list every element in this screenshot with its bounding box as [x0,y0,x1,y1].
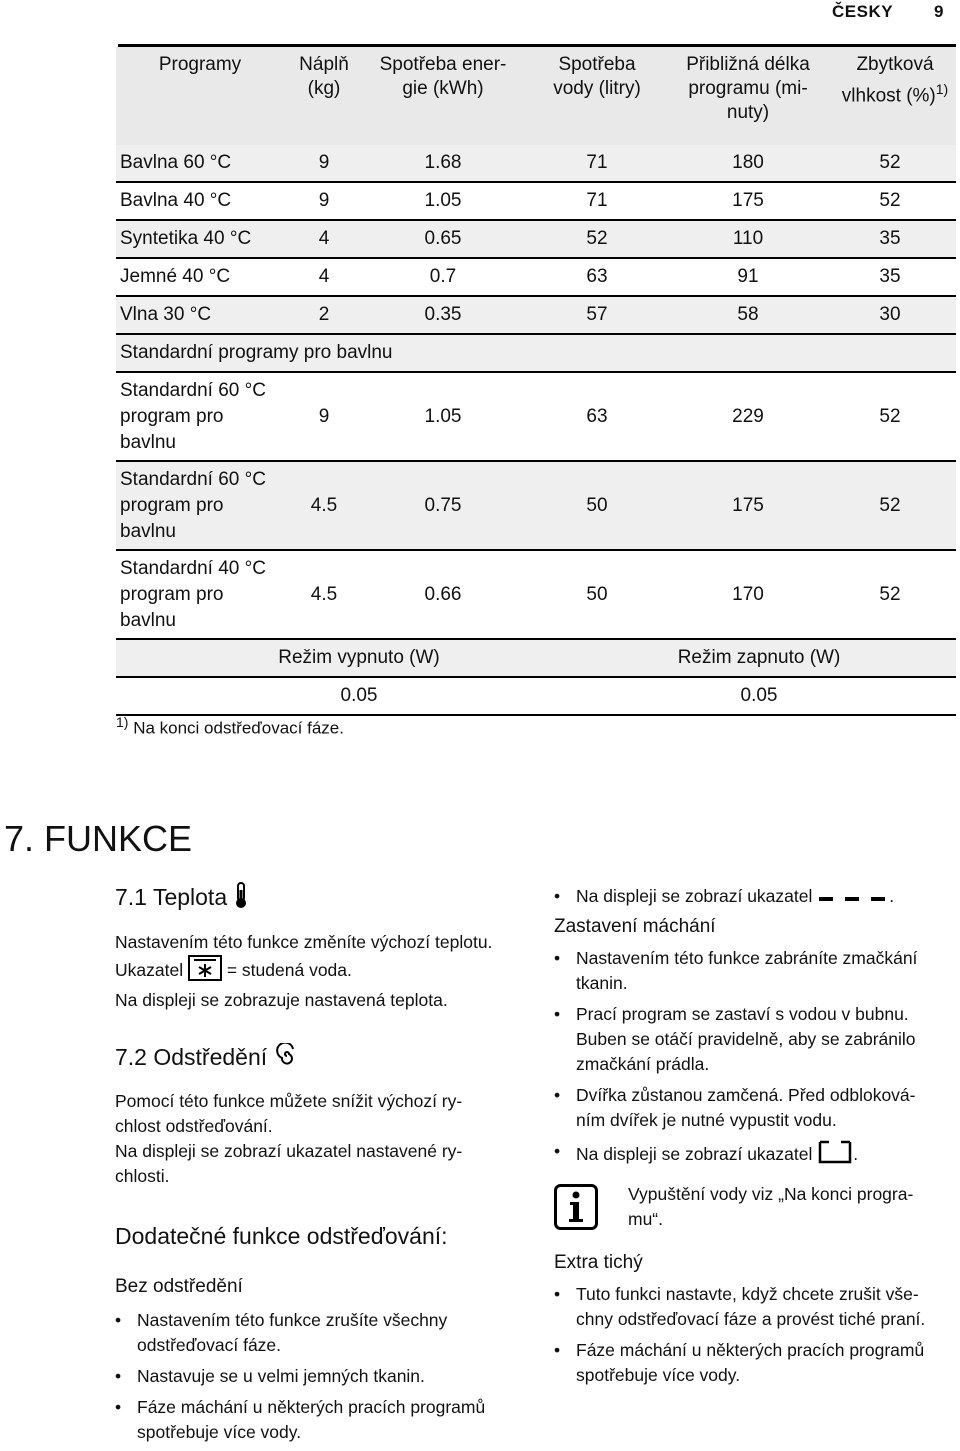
thermometer-icon [234,882,248,916]
table-cell: Bavlna 60 °C [120,152,232,173]
power-mode-value-row [116,677,956,715]
subsection-title-spin: 7.2 Odstředění [115,1043,515,1075]
info-note [554,1184,949,1244]
rinse-hold-title: Zastavení máchání [554,915,716,937]
info-text: Vypuštění vody viz „Na konci progra- mu“. [628,1183,914,1229]
table-cell: 0.05 [740,685,778,706]
no-spin-title: Bez odstředění [115,1276,243,1297]
table-cell: Standardní 40 °C program pro bavlnu [120,557,266,631]
table-cell: Standardní 60 °C program pro bavlnu [120,379,266,453]
table-cell: 52 [879,494,901,516]
table-cell: Režim zapnuto (W) [677,647,841,668]
left-column [115,882,515,1451]
table-cell: 0.65 [424,228,462,249]
paragraph: Ukazatel = studená voda. [115,955,515,988]
col-header: Spotřeba vody (litry) [522,47,672,145]
table-cell: 35 [879,228,901,249]
no-spin-list [115,1308,510,1445]
table-cell: Standardní programy pro bavlnu [116,334,956,372]
table-cell: 4.5 [310,583,338,605]
table-row [116,145,956,182]
table-cell: Vlna 30 °C [120,304,212,325]
table-cell: 71 [586,190,608,211]
col-header: Programy [116,47,284,145]
right-column [554,884,949,1394]
list-item: • Nastavuje se u velmi jemných tkanin. [115,1364,510,1389]
col-header-humidity: Zbytková vlhkost (%)$^{1)}$ [824,47,956,145]
table-cell: 52 [879,583,901,605]
table-cell: Jemné 40 °C [120,266,231,287]
table-cell: 63 [586,405,608,427]
table-cell: Syntetika 40 °C [120,228,252,249]
rinse-hold-list [554,946,949,1172]
table-cell: 4.5 [310,494,338,516]
table-cell: 50 [586,494,608,516]
table-cell: 52 [879,405,901,427]
paragraph: Na displeji se zobrazuje nastavená teplota. [115,990,448,1010]
extra-quiet-title: Extra tichý [554,1251,643,1273]
spin-icon [274,1043,300,1075]
table-row [116,461,956,550]
table-cell: 35 [879,266,901,287]
table-cell: 57 [586,304,608,325]
cold-water-icon [188,955,222,988]
table-cell: 52 [879,152,901,173]
extra-quiet-list [554,1282,949,1388]
table-cell: 175 [732,494,764,516]
list-item: • Tuto funkci nastavte, když chcete zrušit vše- chny odstřeďovací fáze a provést tiché praní. [554,1282,949,1332]
table-header-row [116,47,956,145]
table-row [116,550,956,639]
list-item: • Fáze máchání u některých pracích programů spotřebuje více vody. [554,1338,949,1388]
info-icon [554,1184,598,1236]
table-cell: 58 [737,304,759,325]
list-item: • Nastavením této funkce zrušíte všechny odstřeďovací fáze. [115,1308,510,1358]
table-cell: 52 [586,228,608,249]
section-title: 7. FUNKCE [4,818,193,859]
display-list [554,884,949,910]
table-cell: 63 [586,266,608,287]
col-header: Přibližná délka programu (mi- nuty) [672,47,824,145]
table-cell: 1.05 [424,190,462,211]
table-cell: 175 [732,190,764,211]
rinse-hold-indicator-icon [817,1139,853,1172]
table-row [116,220,956,258]
table-cell: 229 [732,405,764,427]
list-item: • Dvířka zůstanou zamčená. Před odbloková- ním dvířek je nutné vypustit vodu. [554,1083,949,1133]
table-cell: 4 [318,266,330,287]
table-cell: 9 [318,405,330,427]
consumption-table [116,47,956,716]
table-cell: 0.75 [424,494,462,516]
table-row [116,296,956,334]
table-cell: 1.68 [424,152,462,173]
language-label: ČESKY [832,2,894,21]
table-cell: 9 [318,190,330,211]
footnote: $^{1)}$ Na konci odstřeďovací fáze. [116,714,344,738]
table-cell: 52 [879,190,901,211]
table-cell: 4 [318,228,330,249]
col-header: Spotřeba ener- gie (kWh) [364,47,522,145]
page-number: 9 [934,2,944,21]
table-subheading-row [116,334,956,372]
table-cell: 2 [318,304,330,325]
table-cell: 0.66 [424,583,462,605]
table-row [116,258,956,296]
table-cell: 0.05 [340,685,378,706]
list-item: • Nastavením této funkce zabráníte zmačkání tkanin. [554,946,949,996]
table-cell: 71 [586,152,608,173]
dash-indicator-icon [817,885,889,910]
extra-spin-title: Dodatečné funkce odstřeďování: [115,1223,448,1249]
footnote-ref: 1) [935,81,949,97]
table-cell: 0.35 [424,304,462,325]
power-mode-label-row [116,639,956,677]
paragraph: Nastavením této funkce změníte výchozí teplotu. [115,932,493,952]
list-item: • Na displeji se zobrazí ukazatel . [554,884,949,910]
table-cell: 50 [586,583,608,605]
table-cell: 170 [732,583,764,605]
paragraph: Na displeji se zobrazí ukazatel nastavené ry- chlosti. [115,1141,463,1186]
table-cell: 30 [879,304,901,325]
table-cell: Bavlna 40 °C [120,190,232,211]
table-cell: 91 [737,266,759,287]
list-item: • Fáze máchání u některých pracích programů spotřebuje více vody. [115,1395,510,1445]
table-row [116,182,956,220]
col-header: Náplň (kg) [284,47,364,145]
table-row [116,372,956,461]
table-cell: 0.7 [429,266,457,287]
table-cell: 9 [318,152,330,173]
table-cell: 180 [732,152,764,173]
paragraph: Pomocí této funkce můžete snížit výchozí ry- chlost odstřeďování. [115,1091,463,1136]
list-item: • Prací program se zastaví s vodou v bubnu. Buben se otáčí pravidelně, aby se zabránilo zmačkání prádla. [554,1002,949,1077]
table-cell: Standardní 60 °C program pro bavlnu [120,468,266,542]
subsection-title-temperature: 7.1 Teplota [115,882,515,916]
table-cell: 1.05 [424,405,462,427]
table-cell: Režim vypnuto (W) [278,647,440,668]
list-item: • Na displeji se zobrazí ukazatel . [554,1139,949,1172]
table-cell: 110 [732,228,764,249]
